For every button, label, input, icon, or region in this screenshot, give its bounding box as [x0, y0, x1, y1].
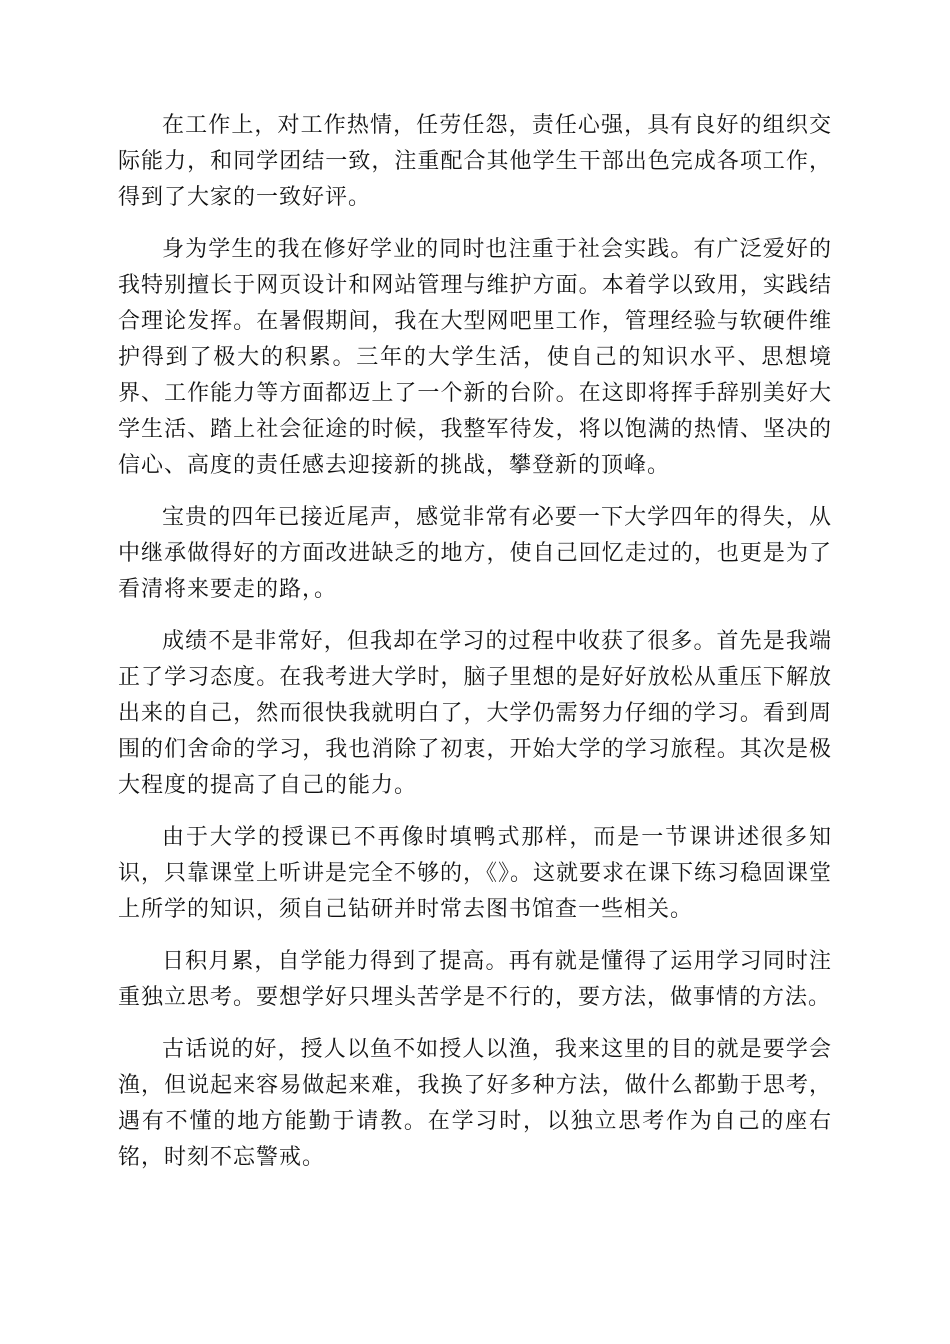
- paragraph-proverb: 古话说的好，授人以鱼不如授人以渔，我来这里的目的就是要学会渔，但说起来容易做起来难，我换了好多种方法，做什么都勤于思考，遇有不懂的地方能勤于请教。在学习时，以独立思考作为自己的座右铭，时刻不忘警戒。: [118, 1037, 832, 1170]
- paragraph-social-practice: 身为学生的我在修好学业的同时也注重于社会实践。有广泛爱好的我特别擅长于网页设计和网站管理与维护方面。本着学以致用，实践结合理论发挥。在暑假期间，我在大型网吧里工作，管理经验与软硬件维护得到了极大的积累。三年的大学生活，使自己的知识水平、思想境界、工作能力等方面都迈上了一个新的台阶。在这即将挥手辞别美好大学生活、踏上社会征途的时候，我整军待发，将以饱满的热情、坚决的信心、高度的责任感去迎接新的挑战，攀登新的顶峰。: [118, 237, 832, 478]
- paragraph-self-study: 日积月累，自学能力得到了提高。再有就是懂得了运用学习同时注重独立思考。要想学好只埋头苦学是不行的，要方法，做事情的方法。: [118, 949, 832, 1010]
- paragraph-grades: 成绩不是非常好，但我却在学习的过程中收获了很多。首先是我端正了学习态度。在我考进大学时，脑子里想的是好好放松从重压下解放出来的自己，然而很快我就明白了，大学仍需努力仔细的学习。看到周围的们舍命的学习，我也消除了初衷，开始大学的学习旅程。其次是极大程度的提高了自己的能力。: [118, 629, 832, 798]
- paragraph-university-teaching: 由于大学的授课已不再像时填鸭式那样，而是一节课讲述很多知识，只靠课堂上听讲是完全不够的，《》。这就要求在课下练习稳固课堂上所学的知识，须自己钻研并时常去图书馆查一些相关。: [118, 825, 833, 922]
- paragraph-four-years: 宝贵的四年已接近尾声，感觉非常有必要一下大学四年的得失，从中继承做得好的方面改进缺乏的地方，使自己回忆走过的，也更是为了看清将来要走的路，。: [118, 505, 832, 602]
- paragraph-work-attitude: 在工作上，对工作热情，任劳任怨，责任心强，具有良好的组织交际能力，和同学团结一致，注重配合其他学生干部出色完成各项工作，得到了大家的一致好评。: [118, 113, 832, 210]
